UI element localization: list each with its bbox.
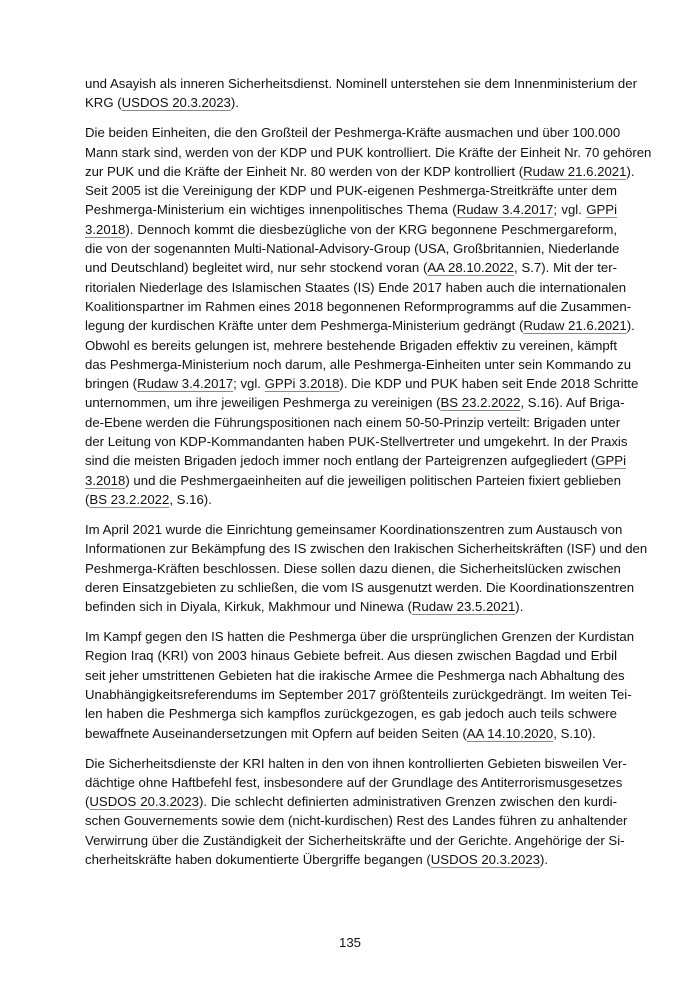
text-segment: ).	[540, 852, 549, 868]
paragraph	[85, 123, 652, 509]
text-segment: Die Sicherheitsdienste der KRI halten in den von ihnen kontrollierten Gebieten bisweilen Ver-	[85, 755, 627, 771]
text-segment: bringen (	[85, 376, 138, 392]
text-segment: Informationen zur Bekämpfung des IS zwischen den Irakischen Sicherheitskräften (ISF) und den	[85, 541, 648, 557]
text-line	[85, 685, 632, 704]
text-line	[85, 258, 617, 277]
text-line	[85, 724, 617, 743]
text-line	[85, 316, 635, 335]
text-segment: Region Iraq (KRI) von 2003 hinaus Gebiete befreit. Aus diesen zwischen Bagdad und Erbil	[85, 648, 617, 664]
text-segment: sind die meisten Brigaden jedoch immer noch entlang der Parteigrenzen aufgegliedert (	[85, 453, 596, 469]
text-segment: und Asayish als inneren Sicherheitsdienst. Nominell unterstehen sie dem Innenministerium der	[85, 76, 637, 91]
citation-link[interactable]: Rudaw 21.6.2021	[523, 163, 627, 179]
text-segment: Die beiden Einheiten, die den Großteil der Peshmerga-Kräfte ausmachen und über 100.000	[85, 125, 621, 141]
text-segment: ).	[626, 318, 635, 334]
text-segment: ).	[626, 163, 635, 179]
text-line	[85, 471, 621, 490]
citation-link[interactable]: GPPi 3.2018	[264, 376, 340, 392]
text-segment: (	[85, 491, 90, 507]
text-line	[85, 490, 617, 509]
text-line	[85, 578, 635, 597]
text-segment: ). Die KDP und PUK haben seit Ende 2018 Schritte	[339, 376, 639, 392]
text-segment: legung der kurdischen Kräfte unter dem Peshmerga-Ministerium gedrängt (	[85, 318, 524, 334]
text-segment: Im Kampf gegen den IS hatten die Peshmerga über die ursprünglichen Grenzen der Kurdistan	[85, 629, 635, 645]
citation-link[interactable]: 3.2018	[85, 221, 126, 237]
text-segment: Koalitionspartner im Rahmen eines 2018 begonnenen Reformprogramms auf die Zusammen-	[85, 298, 632, 314]
text-line	[85, 792, 617, 811]
text-line	[85, 297, 632, 316]
text-line	[85, 831, 625, 850]
citation-link[interactable]: GPPi	[595, 453, 626, 469]
text-line	[85, 355, 632, 374]
text-segment: ). Dennoch kommt die diesbezügliche von der KRG begonnene Peschmergareform,	[125, 221, 617, 237]
text-line	[85, 181, 617, 200]
text-segment: ritorialen Niederlage des Islamischen Staates (IS) Ende 2017 haben auch die internationalen	[85, 279, 627, 295]
citation-link[interactable]: Rudaw 3.4.2017	[137, 376, 234, 392]
page-number: 135	[338, 935, 361, 951]
text-line	[85, 597, 617, 616]
text-segment: Unabhängigkeitsreferendums im September 2017 größtenteils zurückgedrängt. Im weiten Tei-	[85, 686, 632, 702]
text-segment: ).	[515, 599, 524, 615]
text-segment: ). Die schlecht definierten administrativen Grenzen zwischen den kurdi-	[198, 794, 617, 810]
text-line	[85, 220, 617, 239]
text-segment: , S.7). Mit der ter-	[514, 260, 618, 276]
text-segment: (	[85, 794, 90, 810]
text-segment: bewaffnete Auseinandersetzungen mit Opfern auf beiden Seiten (	[85, 725, 467, 741]
text-segment: ).	[230, 95, 239, 111]
text-segment: schen Gouvernements sowie dem (nicht-kurdischen) Rest des Landes führen zu anhaltender	[85, 813, 628, 829]
citation-link[interactable]: Rudaw 21.6.2021	[523, 318, 627, 334]
text-segment: unternommen, um ihre jeweiligen Peshmerga zu vereinigen (	[85, 395, 441, 411]
text-segment: deren Einsatzgebieten zu schließen, die vom IS ausgenutzt werden. Die Koordinationszentren	[85, 579, 635, 595]
text-line	[85, 451, 626, 470]
text-segment: ) und die Peshmergaeinheiten auf die jeweiligen politischen Parteien fixiert geblieben	[125, 472, 621, 488]
text-segment: die von der sogenannten Multi-National-Advisory-Group (USA, Großbritannien, Niederlande	[85, 241, 620, 257]
text-segment: Peshmerga-Ministerium ein wichtiges innenpolitisches Thema (	[85, 202, 457, 218]
paragraph	[85, 627, 635, 743]
text-segment: Mann stark sind, werden von der KDP und PUK kontrolliert. Die Kräfte der Einheit Nr. 70 gehören	[85, 144, 652, 160]
text-line	[85, 704, 617, 723]
text-segment: ; vgl.	[233, 376, 265, 392]
text-segment: Im April 2021 wurde die Einrichtung gemeinsamer Koordinationszentren zum Austausch von	[85, 521, 623, 537]
citation-link[interactable]: USDOS 20.3.2023	[121, 95, 231, 111]
text-segment: dächtige ohne Haftbefehl fest, insbesondere auf der Grundlage des Antiterrorismusgesetzes	[85, 774, 623, 790]
text-line	[85, 773, 623, 792]
text-segment: und Deutschland) begleitet wird, nur sehr stockend voran (	[85, 260, 428, 276]
text-line	[85, 539, 648, 558]
text-line	[85, 413, 621, 432]
document-body	[85, 0, 652, 869]
text-segment: seit jeher umstrittenen Gebieten hat die irakische Armee die Peshmerga nach Abhaltung des	[85, 667, 625, 683]
text-line	[85, 811, 628, 830]
citation-link[interactable]: USDOS 20.3.2023	[430, 852, 541, 868]
text-line	[85, 374, 639, 393]
text-segment: Verwirrung über die Zuständigkeit der Sicherheitskräfte und der Gerichte. Angehörige der Si-	[85, 832, 625, 848]
text-segment: ; vgl.	[553, 202, 587, 218]
text-segment: Seit 2005 ist die Vereinigung der KDP und PUK-eigenen Peshmerga-Streitkräfte unter dem	[85, 183, 617, 199]
text-line	[85, 850, 617, 869]
text-segment: KRG (	[85, 95, 122, 111]
citation-link[interactable]: AA 14.10.2020	[466, 725, 554, 741]
text-line	[85, 432, 628, 451]
text-line	[85, 627, 635, 646]
text-line	[85, 123, 621, 142]
text-line	[85, 239, 620, 258]
text-line	[85, 200, 617, 219]
text-segment: befinden sich in Diyala, Kirkuk, Makhmour und Ninewa (	[85, 599, 412, 615]
text-line	[85, 754, 627, 773]
text-line	[85, 162, 635, 181]
text-segment: , S.10).	[553, 725, 596, 741]
paragraph	[85, 520, 648, 616]
text-segment: der Leitung von KDP-Kommandanten haben PUK-Stellvertreter und umgekehrt. In der Praxis	[85, 434, 628, 450]
text-line	[85, 559, 621, 578]
text-segment: , S.16). Auf Briga-	[520, 395, 625, 411]
text-line	[85, 93, 617, 112]
text-line	[85, 666, 625, 685]
text-line	[85, 393, 625, 412]
text-segment: cherheitskräfte haben dokumentierte Übergriffe begangen (	[85, 852, 431, 868]
text-segment: Obwohl es bereits gelungen ist, mehrere bestehende Brigaden effektiv zu vereinen, kämpft	[85, 337, 617, 353]
citation-link[interactable]: AA 28.10.2022	[427, 260, 515, 276]
paragraph	[85, 754, 628, 870]
text-line	[85, 278, 627, 297]
citation-link[interactable]: GPPi	[586, 202, 617, 218]
citation-link[interactable]: Rudaw 3.4.2017	[456, 202, 554, 218]
text-segment: Peshmerga-Kräften beschlossen. Diese sollen dazu dienen, die Sicherheitslücken zwischen	[85, 560, 621, 576]
text-line	[85, 646, 617, 665]
citation-link[interactable]: 3.2018	[85, 472, 126, 488]
text-line	[85, 143, 652, 162]
paragraph	[85, 74, 637, 113]
text-segment: das Peshmerga-Ministerium noch darum, alle Peshmerga-Einheiten unter sein Kommando zu	[85, 356, 632, 372]
text-line	[85, 520, 623, 539]
citation-link[interactable]: Rudaw 23.5.2021	[411, 599, 516, 615]
text-segment: len haben die Peshmerga sich kampflos zurückgezogen, es gab jedoch auch teils schwere	[85, 706, 617, 722]
citation-link[interactable]: USDOS 20.3.2023	[89, 794, 199, 810]
text-line	[85, 336, 617, 355]
text-segment: zur PUK und die Kräfte der Einheit Nr. 80 werden von der KDP kontrolliert (	[85, 163, 524, 179]
citation-link[interactable]: BS 23.2.2022	[440, 395, 521, 411]
text-line	[85, 74, 637, 93]
text-segment: , S.16).	[169, 491, 212, 507]
citation-link[interactable]: BS 23.2.2022	[89, 491, 170, 507]
text-segment: de-Ebene werden die Führungspositionen nach einem 50-50-Prinzip verteilt: Brigaden unter	[85, 414, 621, 430]
